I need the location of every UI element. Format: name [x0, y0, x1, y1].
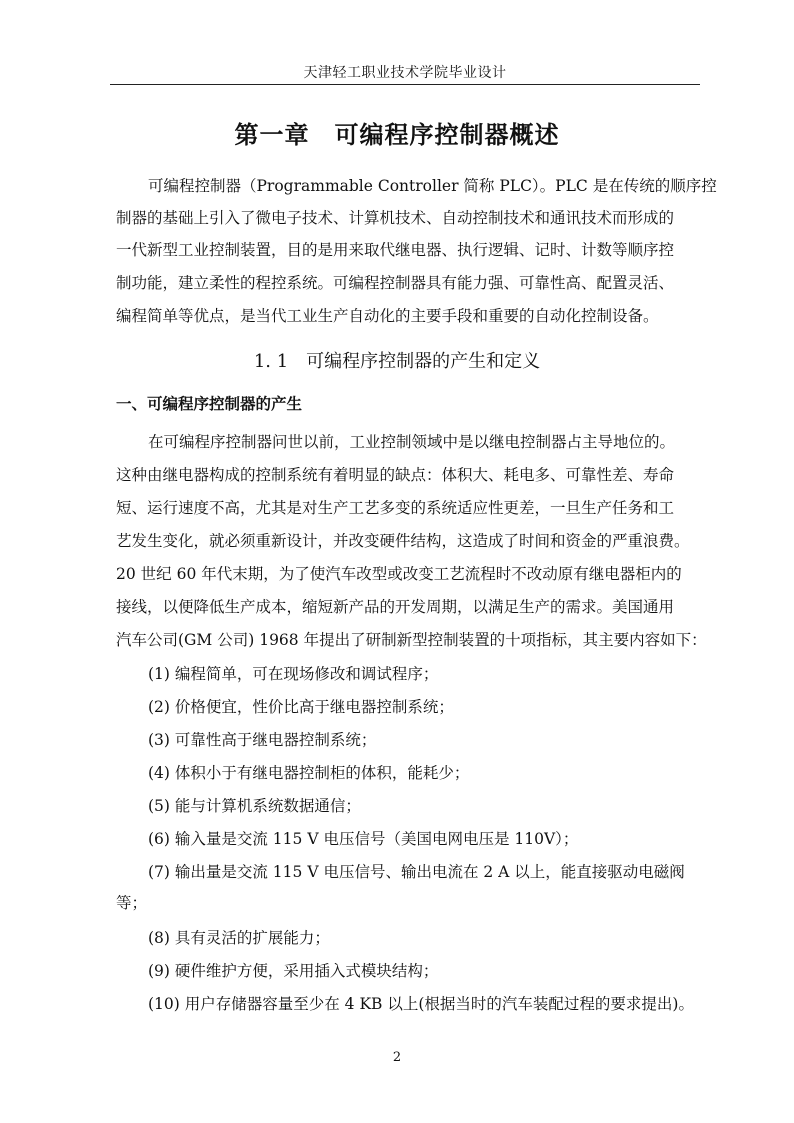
paragraph-line: 这种由继电器构成的控制系统有着明显的缺点：体积大、耗电多、可靠性差、寿命 — [116, 466, 675, 484]
paragraph-line: 接线，以便降低生产成本，缩短新产品的开发周期，以满足生产的需求。美国通用 — [116, 598, 675, 616]
paragraph-line: 编程简单等优点，是当代工业生产自动化的主要手段和重要的自动化控制设备。 — [116, 307, 659, 325]
section-title: 1. 1 可编程序控制器的产生和定义 — [253, 351, 541, 372]
list-item: (2) 价格便宜，性价比高于继电器控制系统； — [148, 698, 454, 716]
header-rule — [110, 84, 700, 85]
subsection-title: 一、可编程序控制器的产生 — [116, 394, 303, 413]
chapter-title: 第一章 可编程序控制器概述 — [234, 120, 560, 149]
paragraph-line: 在可编程序控制器问世以前，工业控制领域中是以继电控制器占主导地位的。 — [148, 433, 676, 451]
paragraph-line: 短、运行速度不高，尤其是对生产工艺多变的系统适应性更差，一旦生产任务和工 — [116, 499, 675, 517]
paragraph-line: 可编程控制器（Programmable Controller 简称 PLC）。PLC 是在传统的顺序控 — [148, 177, 717, 195]
list-item: (10) 用户存储器容量至少在 4 KB 以上(根据当时的汽车装配过程的要求提出)。 — [148, 995, 694, 1013]
list-item: (3) 可靠性高于继电器控制系统； — [148, 731, 377, 749]
list-item: (1) 编程简单，可在现场修改和调试程序； — [148, 665, 439, 683]
paragraph-line: 汽车公司(GM 公司) 1968 年提出了研制新型控制装置的十项指标，其主要内容如下： — [116, 631, 707, 649]
paragraph-line: 一代新型工业控制装置，目的是用来取代继电器、执行逻辑、记时、计数等顺序控 — [116, 241, 675, 259]
paragraph-line: 20 世纪 60 年代末期，为了使汽车改型或改变工艺流程时不改动原有继电器柜内的 — [116, 565, 682, 583]
header-title: 天津轻工职业技术学院毕业设计 — [303, 65, 507, 81]
paragraph-line: 制器的基础上引入了微电子技术、计算机技术、自动控制技术和通讯技术而形成的 — [116, 209, 675, 227]
list-item: (4) 体积小于有继电器控制柜的体积，能耗少； — [148, 764, 470, 782]
list-item: (6) 输入量是交流 115 V 电压信号（美国电网电压是 110V）； — [148, 830, 579, 848]
list-item: (5) 能与计算机系统数据通信； — [148, 797, 361, 815]
paragraph-line: 制功能，建立柔性的程控系统。可编程控制器具有能力强、可靠性高、配置灵活、 — [116, 274, 675, 292]
list-item: (8) 具有灵活的扩展能力； — [148, 929, 330, 947]
list-item: (9) 硬件维护方便，采用插入式模块结构； — [148, 962, 439, 980]
paragraph-line: 艺发生变化，就必须重新设计，并改变硬件结构，这造成了时间和资金的严重浪费。 — [116, 532, 690, 550]
list-item-continuation: 等； — [116, 894, 148, 912]
page-number: 2 — [392, 1050, 402, 1065]
list-item: (7) 输出量是交流 115 V 电压信号、输出电流在 2 A 以上，能直接驱动电磁阀 — [148, 863, 685, 881]
